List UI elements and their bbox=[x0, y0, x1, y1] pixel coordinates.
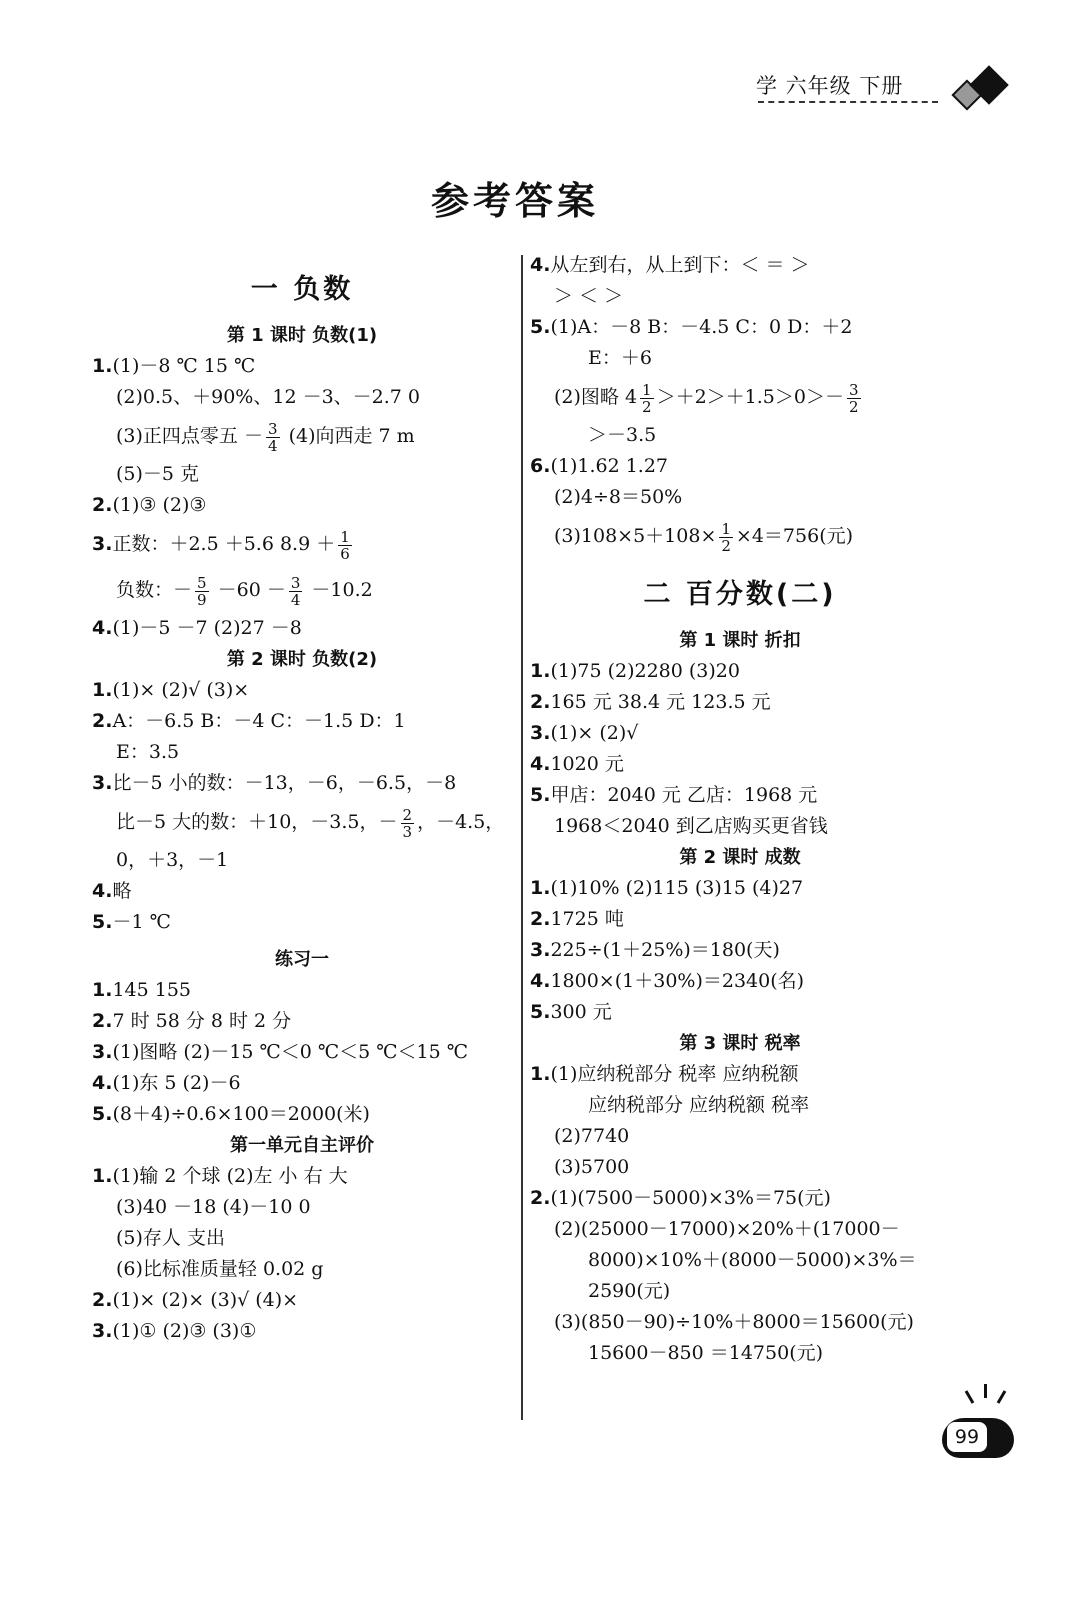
question-number: 3. bbox=[92, 1041, 113, 1063]
answer-line: 2.7 时 58 分 8 时 2 分 bbox=[92, 1010, 292, 1032]
answer-line: 3.比－5 小的数：－13，－6，－6.5，－8 bbox=[92, 772, 457, 794]
question-number: 2. bbox=[530, 691, 551, 713]
answer-line: 比－5 大的数：＋10，－3.5，－ $\frac{2}{3}$ ，－4.5， bbox=[116, 805, 505, 841]
answer-line: 负数：－ $\frac{5}{9}$ －60 － $\frac{3}{4}$ －10.2 bbox=[116, 573, 373, 609]
column-divider bbox=[521, 255, 523, 1420]
page-number: 99 bbox=[947, 1422, 987, 1452]
answer-line: 5.300 元 bbox=[530, 1001, 612, 1023]
question-number: 1. bbox=[92, 679, 113, 701]
page-title: 参考答案 bbox=[430, 179, 599, 223]
fraction: $\frac{1}{2}$ bbox=[642, 380, 652, 416]
answer-line: 3.(1)× (2)√ bbox=[530, 722, 639, 744]
answer-line: 4.1020 元 bbox=[530, 753, 624, 775]
question-number: 2. bbox=[92, 1010, 113, 1032]
answer-line: 15600－850 ＝14750(元) bbox=[588, 1342, 824, 1364]
answer-line: 4.(1)－5 －7 (2)27 －8 bbox=[92, 617, 302, 639]
answer-line: 1.(1)× (2)√ (3)× bbox=[92, 679, 250, 701]
question-number: 5. bbox=[530, 784, 551, 806]
answer-line: (2)图略 4 $\frac{1}{2}$ ＞＋2＞＋1.5＞0＞－ $\frac{3}{2}$ bbox=[554, 380, 859, 416]
lesson-heading: 第一单元自主评价 bbox=[230, 1135, 374, 1156]
question-number: 5. bbox=[530, 316, 551, 338]
fraction: $\frac{2}{3}$ bbox=[402, 805, 413, 841]
question-number: 3. bbox=[92, 533, 113, 555]
section-heading-2: 二 百分数(二) bbox=[643, 579, 837, 610]
answer-line: ＞ ＜ ＞ bbox=[554, 285, 624, 307]
answer-line: 4.1800×(1＋30%)＝2340(名) bbox=[530, 970, 805, 992]
answer-line: 2.(1)(7500－5000)×3%＝75(元) bbox=[530, 1187, 831, 1209]
question-number: 1. bbox=[530, 1063, 551, 1085]
question-number: 1. bbox=[530, 877, 551, 899]
answer-line: (5)存人 支出 bbox=[116, 1227, 225, 1249]
left-column bbox=[92, 250, 512, 1347]
question-number: 2. bbox=[92, 710, 113, 732]
answer-line: (2)7740 bbox=[554, 1125, 630, 1147]
question-number: 4. bbox=[530, 254, 551, 276]
answer-line: (5)－5 克 bbox=[116, 463, 200, 485]
answer-line: 0，＋3，－1 bbox=[116, 849, 229, 871]
fraction: $\frac{5}{9}$ bbox=[197, 573, 207, 609]
answer-line: (3)40 －18 (4)－10 0 bbox=[116, 1196, 311, 1218]
book-header: 学 六年级 下册 bbox=[756, 74, 904, 98]
question-number: 1. bbox=[92, 979, 113, 1001]
question-number: 5. bbox=[92, 911, 113, 933]
answer-line: (3)108×5＋108× $\frac{1}{2}$ ×4＝756(元) bbox=[554, 519, 854, 555]
answer-line: 5.－1 ℃ bbox=[92, 911, 171, 933]
answer-line: (3)正四点零五 － $\frac{3}{4}$ (4)向西走 7 m bbox=[116, 419, 415, 455]
answer-line: 1.(1)应纳税部分 税率 应纳税额 bbox=[530, 1063, 799, 1085]
answer-line: (3)(850－90)÷10%＋8000＝15600(元) bbox=[554, 1311, 914, 1333]
question-number: 2. bbox=[92, 494, 113, 516]
answer-line: 5.(8＋4)÷0.6×100＝2000(米) bbox=[92, 1103, 370, 1125]
answer-line: 2590(元) bbox=[588, 1280, 671, 1302]
answer-line: 5.甲店：2040 元 乙店：1968 元 bbox=[530, 784, 818, 806]
answer-line: ＞－3.5 bbox=[588, 424, 657, 446]
question-number: 3. bbox=[530, 939, 551, 961]
answer-line: 5.(1)A：－8 B：－4.5 C：0 D：＋2 bbox=[530, 316, 853, 338]
lesson-heading: 第 3 课时 税率 bbox=[679, 1033, 801, 1054]
section-heading-1: 一 负数 bbox=[250, 274, 354, 305]
answer-line: 3.(1)图略 (2)－15 ℃＜0 ℃＜5 ℃＜15 ℃ bbox=[92, 1041, 469, 1063]
question-number: 2. bbox=[530, 908, 551, 930]
answer-line: (2)4÷8＝50% bbox=[554, 486, 683, 508]
answer-line: 2.1725 吨 bbox=[530, 908, 624, 930]
answer-line: 1.(1)10% (2)115 (3)15 (4)27 bbox=[530, 877, 804, 899]
fraction: $\frac{1}{6}$ bbox=[340, 527, 350, 563]
question-number: 3. bbox=[92, 772, 113, 794]
question-number: 2. bbox=[92, 1289, 113, 1311]
answer-line: 1.(1)75 (2)2280 (3)20 bbox=[530, 660, 740, 682]
answer-line: 2.165 元 38.4 元 123.5 元 bbox=[530, 691, 771, 713]
fraction: $\frac{3}{4}$ bbox=[267, 419, 278, 455]
question-number: 4. bbox=[92, 617, 113, 639]
answer-line: 4.(1)东 5 (2)－6 bbox=[92, 1072, 241, 1094]
lesson-heading: 练习一 bbox=[275, 949, 329, 970]
answer-line: 2.A：－6.5 B：－4 C：－1.5 D：1 bbox=[92, 710, 406, 732]
answer-line: 3.(1)① (2)③ (3)① bbox=[92, 1320, 257, 1342]
question-number: 1. bbox=[92, 355, 113, 377]
answer-line: 8000)×10%＋(8000－5000)×3%＝ bbox=[588, 1249, 917, 1271]
answer-line: E：3.5 bbox=[116, 741, 180, 763]
header-dashed-line bbox=[758, 101, 938, 103]
spark-icon bbox=[965, 1390, 975, 1404]
answer-line: 4.略 bbox=[92, 880, 132, 902]
question-number: 4. bbox=[530, 753, 551, 775]
answer-line: (2)0.5、＋90%、12 －3、－2.7 0 bbox=[116, 386, 421, 408]
answer-line: (3)5700 bbox=[554, 1156, 630, 1178]
question-number: 5. bbox=[530, 1001, 551, 1023]
fraction: $\frac{3}{2}$ bbox=[849, 380, 859, 416]
answer-line: 3.225÷(1＋25%)＝180(天) bbox=[530, 939, 780, 961]
question-number: 1. bbox=[530, 660, 551, 682]
answer-line: 2.(1)③ (2)③ bbox=[92, 494, 207, 516]
fraction: $\frac{3}{4}$ bbox=[290, 573, 301, 609]
lesson-heading: 第 2 课时 负数(2) bbox=[226, 649, 378, 670]
question-number: 2. bbox=[530, 1187, 551, 1209]
question-number: 6. bbox=[530, 455, 551, 477]
answer-line: (2)(25000－17000)×20%＋(17000－ bbox=[554, 1218, 900, 1240]
question-number: 4. bbox=[92, 880, 113, 902]
question-number: 1. bbox=[92, 1165, 113, 1187]
answer-line: 6.(1)1.62 1.27 bbox=[530, 455, 669, 477]
answer-line: 1.(1)输 2 个球 (2)左 小 右 大 bbox=[92, 1165, 348, 1187]
question-number: 4. bbox=[530, 970, 551, 992]
lesson-heading: 第 2 课时 成数 bbox=[679, 847, 801, 868]
question-number: 3. bbox=[92, 1320, 113, 1342]
lesson-heading: 第 1 课时 负数(1) bbox=[226, 325, 378, 346]
answer-line: 1.145 155 bbox=[92, 979, 192, 1001]
spark-icon bbox=[997, 1390, 1007, 1404]
question-number: 4. bbox=[92, 1072, 113, 1094]
fraction: $\frac{1}{2}$ bbox=[721, 519, 731, 555]
answer-line: 2.(1)× (2)× (3)√ (4)× bbox=[92, 1289, 299, 1311]
answer-line: (6)比标准质量轻 0.02 g bbox=[116, 1258, 324, 1280]
question-number: 3. bbox=[530, 722, 551, 744]
answer-line: 4.从左到右，从上到下：＜ ＝ ＞ bbox=[530, 254, 810, 276]
answer-line: 应纳税部分 应纳税额 税率 bbox=[588, 1094, 810, 1116]
answer-line: 1968＜2040 到乙店购买更省钱 bbox=[554, 815, 828, 837]
answer-line: 1.(1)－8 ℃ 15 ℃ bbox=[92, 355, 256, 377]
answer-line: 3.正数：＋2.5 ＋5.6 8.9 ＋ $\frac{1}{6}$ bbox=[92, 527, 350, 563]
right-column bbox=[530, 250, 950, 1369]
lesson-heading: 第 1 课时 折扣 bbox=[679, 630, 801, 651]
question-number: 5. bbox=[92, 1103, 113, 1125]
answer-line: E：＋6 bbox=[588, 347, 652, 369]
spark-icon bbox=[984, 1384, 987, 1398]
